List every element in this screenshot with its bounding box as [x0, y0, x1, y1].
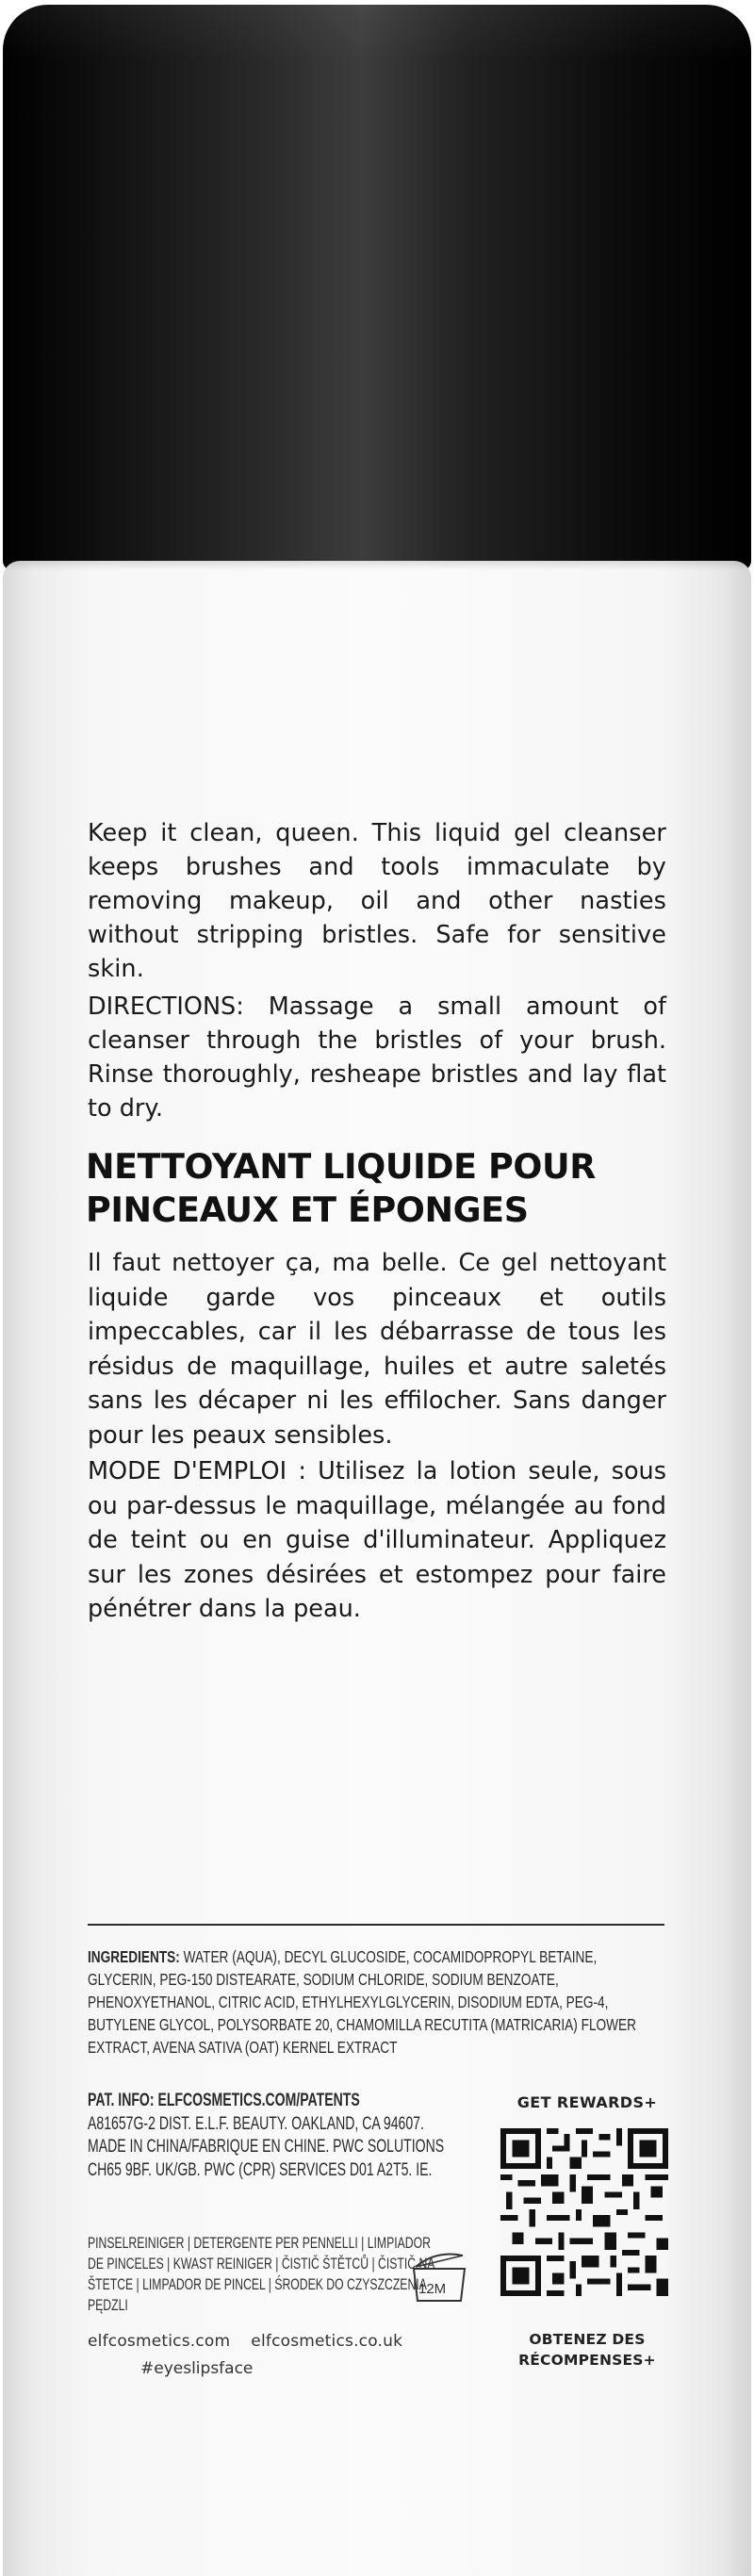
qr-code-icon	[500, 2128, 668, 2296]
ingredients-block	[88, 1945, 664, 2059]
divider-line	[88, 1924, 664, 1926]
rewards-french-line-2: RÉCOMPENSES+	[518, 2352, 656, 2369]
cap-highlight	[3, 5, 751, 61]
multilingual-line-1: PINSELREINIGER | DETERGENTE PER PENNELLI | LIMPIADOR	[88, 2235, 431, 2252]
heading-french	[86, 1145, 680, 1232]
distributor-line-2: MADE IN CHINA/FABRIQUE EN CHINE. PWC SOLUTIONS	[88, 2137, 445, 2157]
multilingual-product-names	[88, 2233, 436, 2316]
rewards-english: GET REWARDS+	[516, 2093, 658, 2111]
directions-french: MODE D'EMPLOI : Utilisez la lotion seule, sous ou par-dessus le maquillage, mélangée au fond de teint ou en guise d'illuminateur. Appliquez sur les zones désirées et estompez pour faire pénétrer dans la peau.	[88, 1457, 666, 1623]
multilingual-line-3: ŠTETCE | LIMPADOR DE PINCEL | ŚRODEK DO CZYSZCZENIA PĘDZLI	[88, 2276, 427, 2314]
distributor-info	[88, 2090, 485, 2182]
rewards-french	[498, 2329, 677, 2371]
website-uk: elfcosmetics.co.uk	[251, 2332, 403, 2351]
period-after-opening: 12M	[418, 2281, 447, 2297]
multilingual-line-2: DE PINCELES | KWAST REINIGER | ČISTIČ ŠTĚTCŮ | ČISTIČ NA	[88, 2256, 435, 2272]
rewards-french-line-1: OBTENEZ DES	[529, 2331, 646, 2348]
description-french: Il faut nettoyer ça, ma belle. Ce gel nettoyant liquide garde vos pinceaux et outils impeccables, car il les débarrasse de tous les résidus de maquillage, huiles et autre saletés sans les décaper ni les effilocher. Sans danger pour les peaux sensibles.	[88, 1249, 666, 1450]
ingredients-label: INGREDIENTS:	[88, 1947, 180, 1966]
description-english: Keep it clean, queen. This liquid gel cleanser keeps brushes and tools immaculate by removing makeup, oil and other nasties without stripping bristles. Safe for sensitive skin.	[88, 819, 666, 983]
ingredients-list: WATER (AQUA), DECYL GLUCOSIDE, COCAMIDOPROPYL BETAINE, GLYCERIN, PEG-150 DISTEARATE, SODIUM CHLORIDE, SODIUM BENZOATE, PHENOXYETHANOL, CITRIC ACID, ETHYLHEXYLGLYCERIN, DISODIUM EDTA, PEG-4, BUTYLENE GLYCOL, POLYSORBATE 20, CHAMOMILLA RECUTITA (MATRICARIA) FLOWER EXTRACT, AVENA SATIVA (OAT) KERNEL EXTRACT	[88, 1947, 637, 2057]
heading-french-line-1: NETTOYANT LIQUIDE POUR	[86, 1146, 596, 1187]
bottle-cap	[3, 5, 751, 570]
heading-french-line-2: PINCEAUX ET ÉPONGES	[86, 1190, 529, 1230]
distributor-line-3: CH65 9BF. UK/GB. PWC (CPR) SERVICES D01 A2T5. IE.	[88, 2159, 433, 2180]
website-us: elfcosmetics.com	[88, 2332, 231, 2351]
patent-label: PAT. INFO: ELFCOSMETICS.COM/PATENTS	[88, 2091, 360, 2110]
directions-english: DIRECTIONS: Massage a small amount of cleanser through the bristles of your brush. Rinse thoroughly, resheape bristles and lay flat to dry.	[88, 993, 666, 1123]
distributor-line-1: A81657G-2 DIST. E.L.F. BEAUTY. OAKLAND, CA 94607.	[88, 2113, 424, 2134]
website-links	[88, 2332, 423, 2351]
hashtag: #eyeslipsface	[140, 2359, 254, 2378]
bottle-shoulder-shadow	[3, 561, 751, 570]
